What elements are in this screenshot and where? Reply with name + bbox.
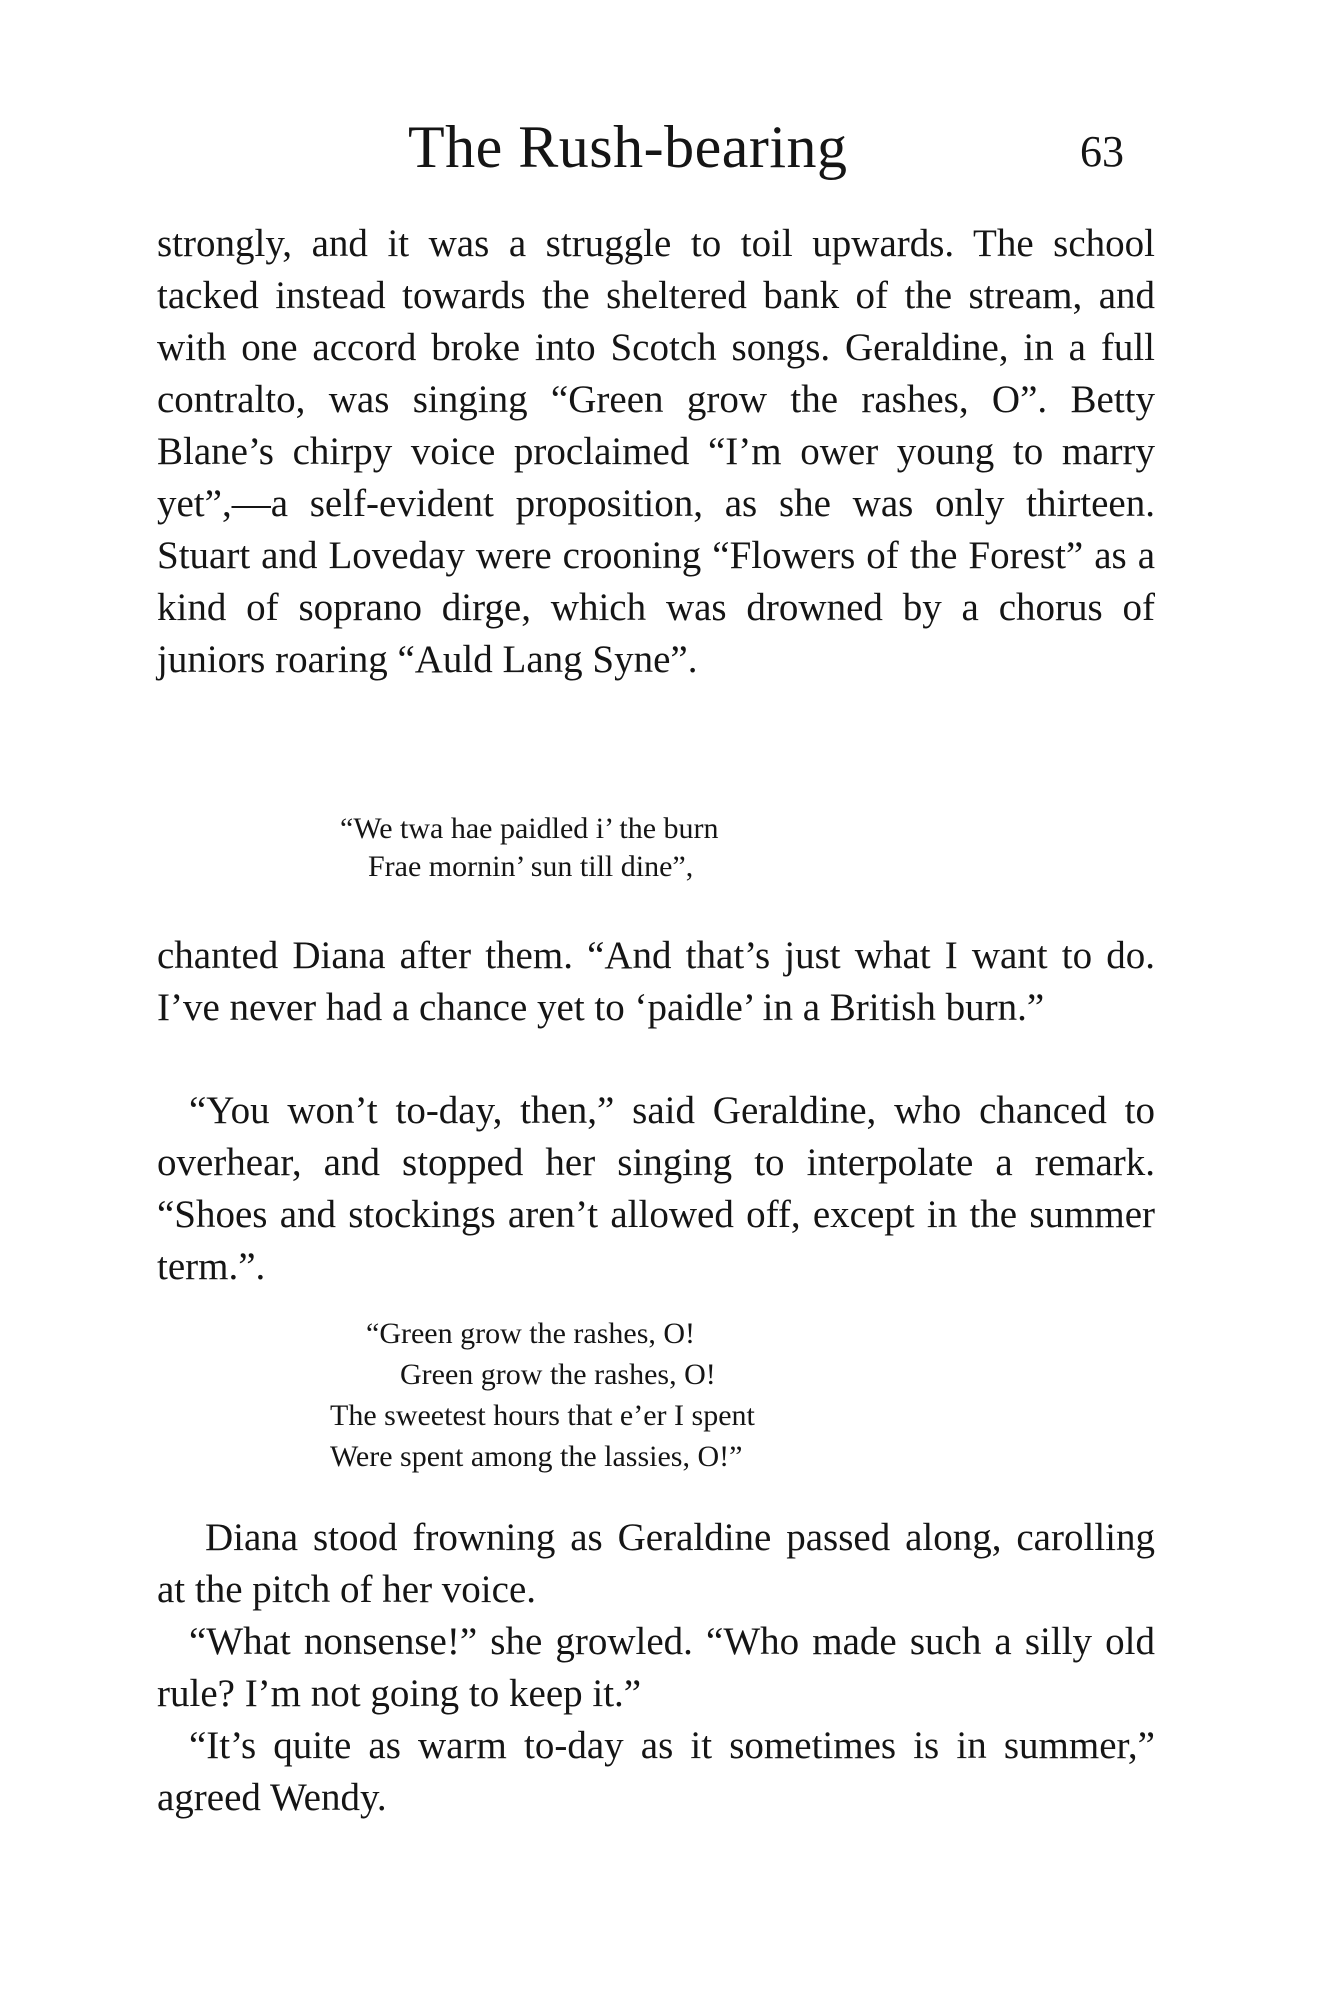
verse-quote-1 [340,810,719,886]
verse-line: Green grow the rashes, O! [400,1358,716,1391]
verse-line: “We twa hae paidled i’ the burn [340,812,719,845]
verse-line: Were spent among the lassies, O!” [330,1440,743,1473]
running-head [0,112,1323,182]
paragraph-1: strongly, and it was a struggle to toil upwards. The school tacked instead towards the sheltered bank of the stream, and with one accord broke into Scotch songs. Geraldine, in a full contralto, was singing “Green grow the rashes, O”. Betty Blane’s chirpy voice proclaimed “I’m ower young to marry yet”,—a self-evident proposition, as she was only thirteen. Stuart and Loveday were crooning “Flowers of the Forest” as a kind of soprano dirge, which was drowned by a chorus of juniors roaring “Auld Lang Syne”. [157,222,1155,681]
paragraph-3: “You won’t to-day, then,” said Geraldine, who chanced to overhear, and stopped her singing to interpolate a remark. “Shoes and stockings aren’t allowed off, except in the summer term.”. [157,1089,1155,1288]
paragraph-5: “What nonsense!” she growled. “Who made such a silly old rule? I’m not going to keep it.” [157,1620,1155,1715]
verse-line: “Green grow the rashes, O! [366,1317,696,1350]
verse-quote-2 [330,1313,755,1477]
running-title: The Rush-bearing [408,114,848,180]
paragraph-4: Diana stood frowning as Geraldine passed along, carolling at the pitch of her voice. [157,1516,1155,1611]
paragraph-6: “It’s quite as warm to-day as it sometimes is in summer,” agreed Wendy. [157,1724,1155,1819]
page-number: 63 [1080,127,1124,176]
paragraph-2: chanted Diana after them. “And that’s just what I want to do. I’ve never had a chance yet to ‘paidle’ in a British burn.” [157,934,1155,1029]
verse-line: Frae mornin’ sun till dine”, [368,850,694,883]
verse-line: The sweetest hours that e’er I spent [330,1399,755,1432]
